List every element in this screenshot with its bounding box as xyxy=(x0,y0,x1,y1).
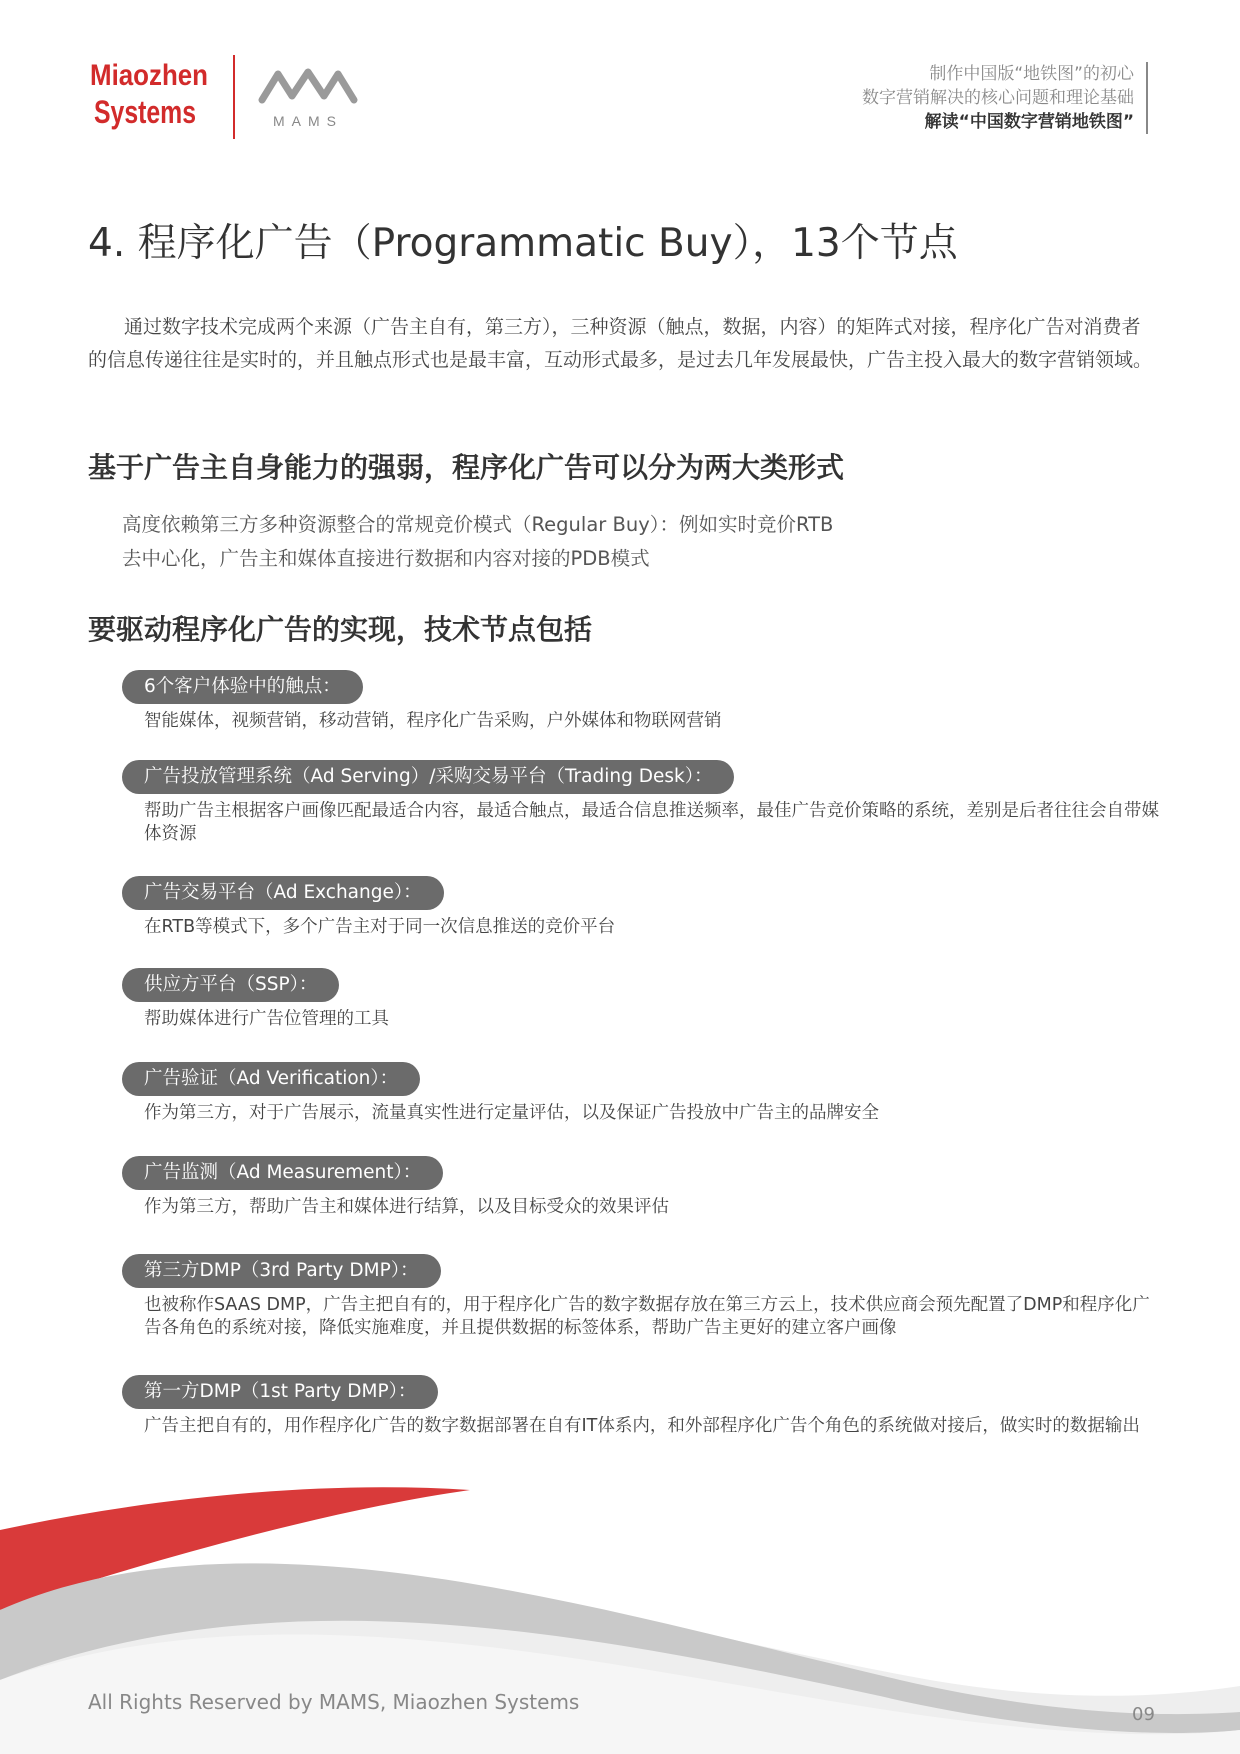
header-line-3: 解读“中国数字营销地铁图” xyxy=(924,112,1134,132)
tech-node xyxy=(122,1254,1166,1340)
node-label-pill: 广告投放管理系统（Ad Serving）/采购交易平台（Trading Desk）： xyxy=(122,760,734,794)
miaozhen-logo-text: Miaozhen xyxy=(90,59,208,92)
node-description: 帮助广告主根据客户画像匹配最适合内容，最适合触点，最适合信息推送频率，最佳广告竞价策略的系统，差别是后者往往会自带媒体资源 xyxy=(144,801,1159,844)
node-label-pill: 第三方DMP（3rd Party DMP）： xyxy=(122,1254,441,1288)
tech-node xyxy=(122,1156,1166,1219)
mams-logo-mark xyxy=(262,72,354,100)
section-heading-tech-nodes: 要驱动程序化广告的实现，技术节点包括 xyxy=(88,613,593,646)
section-heading-forms: 基于广告主自身能力的强弱，程序化广告可以分为两大类形式 xyxy=(88,451,845,484)
node-label-pill: 广告监测（Ad Measurement）： xyxy=(122,1156,443,1190)
forms-item: 高度依赖第三方多种资源整合的常规竞价模式（Regular Buy）：例如实时竞价RTB xyxy=(122,513,834,536)
tech-node xyxy=(122,760,1166,846)
header-tagline xyxy=(862,62,1148,134)
tech-node xyxy=(122,670,1166,733)
tech-node xyxy=(122,1375,1166,1438)
node-label-pill: 广告验证（Ad Verification）： xyxy=(122,1062,420,1096)
node-label-pill: 供应方平台（SSP）： xyxy=(122,968,339,1002)
page-title: 4. 程序化广告（Programmatic Buy），13个节点 xyxy=(88,221,958,266)
mams-logo-text: MAMS xyxy=(273,113,343,129)
node-description: 在RTB等模式下，多个广告主对于同一次信息推送的竞价平台 xyxy=(144,917,616,937)
node-description: 智能媒体，视频营销，移动营销，程序化广告采购，户外媒体和物联网营销 xyxy=(144,711,722,731)
forms-item: 去中心化，广告主和媒体直接进行数据和内容对接的PDB模式 xyxy=(122,547,650,570)
node-label-pill: 第一方DMP（1st Party DMP）： xyxy=(122,1375,438,1409)
node-description: 作为第三方，对于广告展示，流量真实性进行定量评估，以及保证广告投放中广告主的品牌安全 xyxy=(144,1103,879,1123)
page-number: 09 xyxy=(1132,1704,1155,1725)
systems-logo-text: Systems xyxy=(94,94,196,130)
mams-logo xyxy=(258,60,358,134)
node-description: 广告主把自有的，用作程序化广告的数字数据部署在自有IT体系内，和外部程序化广告个角色的系统做对接后，做实时的数据输出 xyxy=(144,1416,1140,1436)
node-label-pill: 广告交易平台（Ad Exchange）： xyxy=(122,876,444,910)
node-label-pill: 6个客户体验中的触点： xyxy=(122,670,363,704)
header-line-1: 制作中国版“地铁图”的初心 xyxy=(929,64,1134,84)
intro-paragraph: 通过数字技术完成两个来源（广告主自有，第三方），三种资源（触点，数据，内容）的矩阵式对接，程序化广告对消费者的信息传递往往是实时的，并且触点形式也是最丰富，互动形式最多，是过去几年发展最快，广告主投入最大的数字营销领域。 xyxy=(88,316,1153,371)
logo-divider xyxy=(233,55,235,139)
miaozhen-logo xyxy=(90,55,212,139)
node-description: 帮助媒体进行广告位管理的工具 xyxy=(144,1009,389,1029)
footer-copyright: All Rights Reserved by MAMS, Miaozhen Systems xyxy=(88,1690,580,1714)
forms-list xyxy=(122,508,833,576)
tech-node xyxy=(122,1062,1166,1125)
tech-node xyxy=(122,876,1166,939)
node-description: 也被称作SAAS DMP，广告主把自有的，用于程序化广告的数字数据存放在第三方云上，技术供应商会预先配置了DMP和程序化广告各角色的系统对接，降低实施难度，并且提供数据的标签体系，帮助广告主更好的建立客户画像 xyxy=(144,1295,1150,1338)
tech-node xyxy=(122,968,1166,1031)
header-line-2: 数字营销解决的核心问题和理论基础 xyxy=(862,88,1134,108)
node-description: 作为第三方，帮助广告主和媒体进行结算，以及目标受众的效果评估 xyxy=(144,1197,669,1217)
